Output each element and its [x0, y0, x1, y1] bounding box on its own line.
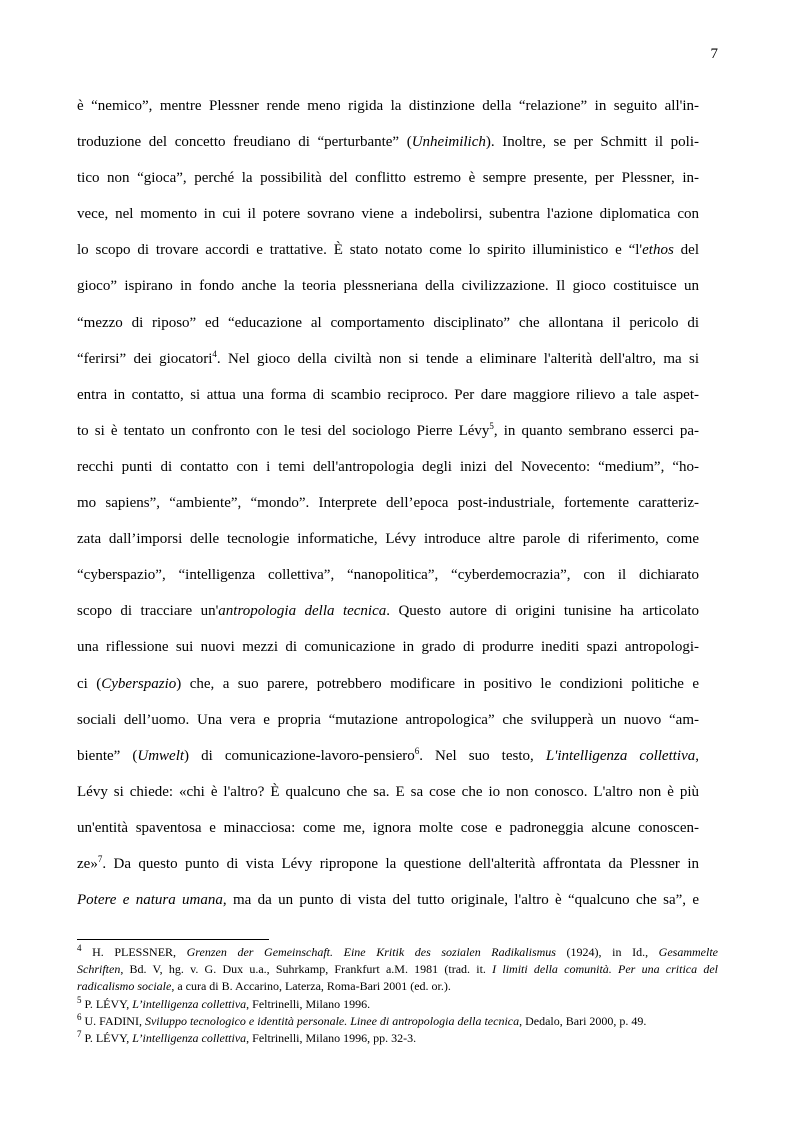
paragraph-line: vece, nel momento in cui il potere sovrano viene a indebolirsi, subentra l'azione diplomatica con — [77, 206, 699, 223]
page-number: 7 — [710, 46, 718, 62]
footnote-marker: 4 — [77, 943, 82, 953]
italic-text: antropologia della tecnica — [218, 603, 387, 620]
italic-text: L’intelligenza collettiva — [132, 996, 247, 1011]
paragraph-line: gioco” ispirano in fondo anche la teoria plessneriana della civilizzazione. Il gioco costituisce un — [77, 278, 699, 295]
paragraph-line: troduzione del concetto freudiano di “perturbante” (Unheimilich). Inoltre, se per Schmitt il poli- — [77, 134, 699, 151]
footnote-line: Schriften, Bd. V, hg. v. G. Dux u.a., Suhrkamp, Frankfurt a.M. 1981 (trad. it. I limiti della comunità. Per una critica del — [77, 962, 718, 977]
footnote-marker: 5 — [77, 994, 82, 1005]
italic-text: Unheimilich — [411, 134, 486, 151]
footnote-marker: 6 — [77, 1011, 82, 1022]
paragraph-line: zata dall’imporsi delle tecnologie informatiche, Lévy introduce altre parole di riferimento, come — [77, 531, 699, 548]
footnote-marker: 5 — [489, 420, 494, 431]
paragraph-line: sociali dell’uomo. Una vera e propria “mutazione antropologica” che svilupperà un nuovo “am- — [77, 711, 699, 728]
footnote-line: $^6$ U. FADINI, Sviluppo tecnologico e identità personale. Linee di antropologia della tecnica, Dedalo, Bari 2000, p. 49. — [77, 1011, 647, 1028]
paragraph-line: entra in contatto, si attua una forma di scambio reciproco. Per dare maggiore rilievo a tale aspet- — [77, 386, 699, 403]
body-text — [77, 88, 699, 918]
footnote-line: radicalismo sociale, a cura di B. Accarino, Laterza, Roma-Bari 2001 (ed. or.). — [77, 979, 451, 994]
paragraph-line: “ferirsi” dei giocatori$^4$. Nel gioco della civiltà non si tende a eliminare l'alterità dell'altro, ma si — [77, 348, 699, 367]
footnote-marker: 4 — [212, 348, 217, 359]
paragraph-line: “cyberspazio”, “intelligenza collettiva”, “nanopolitica”, “cyberdemocrazia”, con il dichiarato — [77, 567, 699, 584]
paragraph-line: è “nemico”, mentre Plessner rende meno rigida la distinzione della “relazione” in seguito all'in- — [77, 98, 699, 114]
paragraph-line: scopo di tracciare un'antropologia della tecnica. Questo autore di origini tunisine ha articolato — [77, 603, 700, 620]
footnote-marker: 6 — [414, 745, 420, 756]
paragraph-line: lo scopo di trovare accordi e trattative. È stato notato come lo spirito illuministico e “l'ethos del — [77, 242, 699, 259]
italic-text: Schriften — [77, 962, 121, 977]
paragraph-line: Potere e natura umana, ma da un punto di vista del tutto originale, l'altro è “qualcuno che sa”, e — [77, 892, 700, 909]
italic-text: Umwelt — [137, 747, 185, 764]
footnote-line: $^5$ P. LÉVY, L’intelligenza collettiva, Feltrinelli, Milano 1996. — [77, 994, 371, 1011]
footnotes — [77, 944, 718, 1047]
paragraph-line: mo sapiens”, “ambiente”, “mondo”. Interprete dell’epoca post-industriale, fortemente caratteriz- — [77, 495, 699, 512]
footnote-marker: 7 — [77, 1029, 82, 1040]
italic-text: I limiti della comunità. Per una critica del — [492, 962, 718, 977]
italic-text: radicalismo sociale — [77, 979, 172, 994]
paragraph-line: biente” (Umwelt) di comunicazione-lavoro-pensiero$^6$. Nel suo testo, L'intelligenza collettiva, — [77, 745, 699, 764]
paragraph-line: recchi punti di contatto con i temi dell'antropologia degli inizi del Novecento: “medium”, “ho- — [77, 458, 699, 475]
italic-text: Sviluppo tecnologico e identità personale. Linee di antropologia della tecnica — [144, 1013, 520, 1028]
italic-text: Cyberspazio — [101, 675, 177, 692]
footnote-separator — [77, 939, 269, 940]
italic-text: Grenzen der Gemeinschaft. Eine Kritik des sozialen Radikalismus — [186, 945, 556, 959]
italic-text: ethos — [642, 242, 674, 259]
paragraph-line: tico non “gioca”, perché la possibilità del conflitto estremo è sempre presente, per Plessner, in- — [77, 170, 699, 187]
italic-text: Gesammelte — [658, 945, 718, 959]
paragraph-line: “mezzo di riposo” ed “educazione al comportamento disciplinato” che allontana il pericolo di — [77, 314, 699, 331]
paragraph-line: to si è tentato un confronto con le tesi del sociologo Pierre Lévy$^5$, in quanto sembrano esserci pa- — [77, 420, 699, 439]
paragraph-line: un'entità spaventosa e minacciosa: come me, ignora molte cose e padroneggia alcune conoscen- — [77, 819, 699, 836]
paragraph-line: ci (Cyberspazio) che, a suo parere, potrebbero modificare in positivo le condizioni politiche e — [77, 675, 699, 692]
italic-text: L’intelligenza collettiva — [132, 1031, 247, 1046]
footnote-line: $^4$ H. PLESSNER, Grenzen der Gemeinschaft. Eine Kritik des sozialen Radikalismus (1924), in Id., Gesammelte — [77, 943, 718, 959]
italic-text: Potere e natura umana — [77, 892, 223, 909]
italic-text: L'intelligenza collettiva — [545, 747, 696, 764]
paragraph-line: ze»$^7$. Da questo punto di vista Lévy ripropone la questione dell'alterità affrontata da Plessner in — [77, 853, 699, 872]
footnote-line: $^7$ P. LÉVY, L’intelligenza collettiva, Feltrinelli, Milano 1996, pp. 32-3. — [77, 1029, 417, 1046]
paragraph-line: una riflessione sui nuovi mezzi di comunicazione in grado di produrre inediti spazi antropologi- — [77, 639, 699, 656]
footnote-marker: 7 — [97, 853, 103, 864]
paragraph-line: Lévy si chiede: «chi è l'altro? È qualcuno che sa. E sa cose che io non conosco. L'altro non è più — [77, 783, 699, 800]
